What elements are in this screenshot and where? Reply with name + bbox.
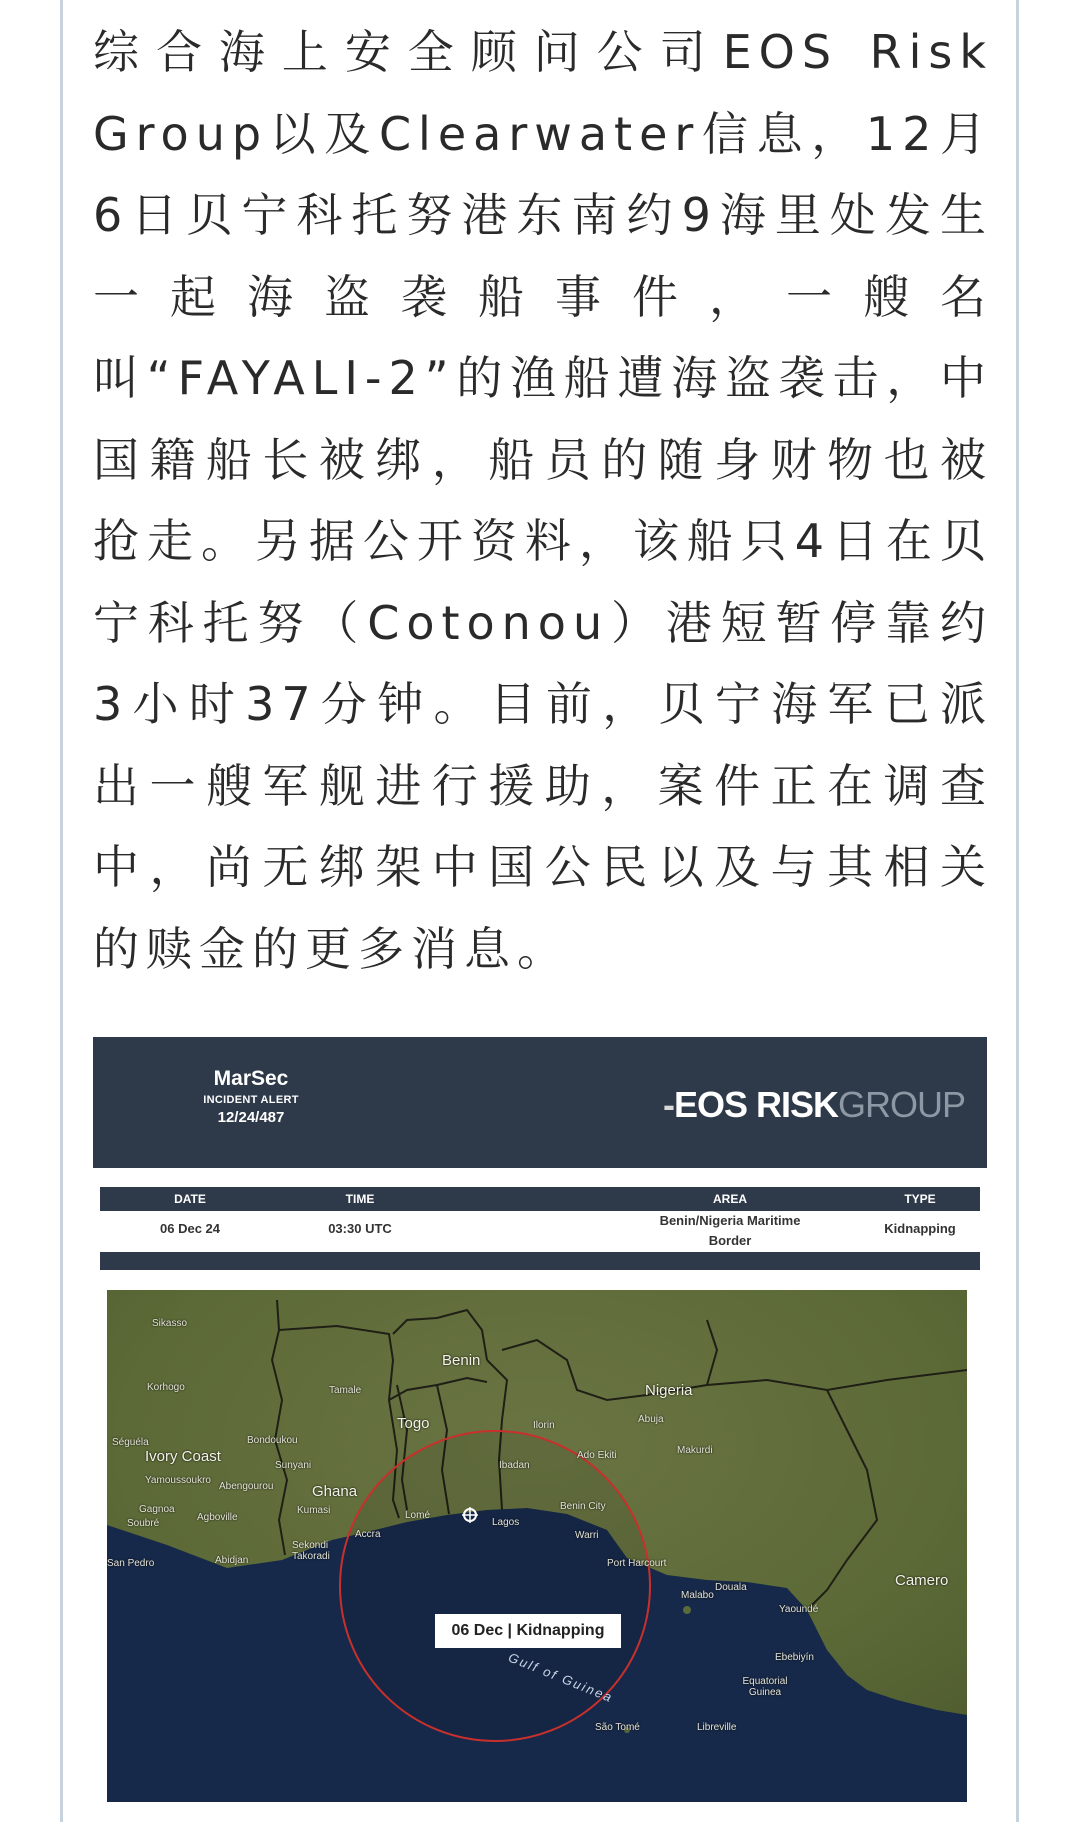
header-date: DATE xyxy=(174,1192,206,1206)
label-gagnoa: Gagnoa xyxy=(139,1504,175,1515)
label-sao-tome: São Tomé xyxy=(595,1722,640,1733)
right-border xyxy=(1016,0,1019,1822)
label-seguela: Séguéla xyxy=(112,1437,149,1448)
label-togo: Togo xyxy=(397,1415,430,1432)
label-yamoussoukro: Yamoussoukro xyxy=(145,1475,211,1486)
cell-type: Kidnapping xyxy=(884,1221,956,1236)
article-paragraph: 综合海上安全顾问公司EOS Risk Group以及Clearwater信息，12月6日贝宁科托努港东南约9海里处发生一起海盗袭船事件，一艘名叫“FAYALI-2”的渔船遭海盗袭击，中国籍船长被绑，船员的随身财物也被抢走。另据公开资料，该船只4日在贝宁科托努（Cotonou）港短暂停靠约3小时37分钟。目前，贝宁海军已派出一艘军舰进行援助，案件正在调查中，尚无绑架中国公民以及与其相关的赎金的更多消息。 xyxy=(93,25,993,976)
label-abuja: Abuja xyxy=(638,1414,664,1425)
alert-header xyxy=(93,1037,987,1168)
incident-info-table xyxy=(100,1187,980,1270)
label-ghana: Ghana xyxy=(312,1483,358,1500)
incident-alert-image xyxy=(93,1037,987,1822)
label-accra: Accra xyxy=(355,1529,381,1540)
incident-alert-label: INCIDENT ALERT xyxy=(203,1094,299,1106)
label-agboville: Agboville xyxy=(197,1512,238,1523)
label-ado-ekiti: Ado Ekiti xyxy=(577,1450,617,1461)
table-header-row xyxy=(100,1187,980,1211)
label-port-harcourt: Port Harcourt xyxy=(607,1558,667,1569)
label-ivory-coast: Ivory Coast xyxy=(145,1448,221,1465)
label-takoradi: Takoradi xyxy=(292,1551,330,1562)
label-abidjan: Abidjan xyxy=(215,1555,249,1566)
label-douala: Douala xyxy=(715,1582,747,1593)
header-time: TIME xyxy=(345,1192,375,1206)
label-makurdi: Makurdi xyxy=(677,1445,713,1456)
label-equatorial-guinea: Equatorial Guinea xyxy=(742,1676,788,1698)
label-abengourou: Abengourou xyxy=(219,1481,274,1492)
label-sikasso: Sikasso xyxy=(152,1318,188,1329)
label-san-pedro: San Pedro xyxy=(107,1558,155,1569)
label-soubre: Soubré xyxy=(127,1518,160,1529)
label-korhogo: Korhogo xyxy=(147,1382,185,1393)
label-ebebiyin: Ebebiyín xyxy=(775,1652,814,1663)
marsec-title: MarSec xyxy=(213,1067,289,1090)
cell-area xyxy=(600,1211,860,1251)
table-footer-bar xyxy=(100,1252,980,1270)
label-ilorin: Ilorin xyxy=(533,1420,555,1431)
article-body xyxy=(93,12,993,990)
label-sunyani: Sunyani xyxy=(275,1460,312,1471)
cell-area-line2: Border xyxy=(708,1233,752,1248)
cell-date: 06 Dec 24 xyxy=(160,1221,220,1236)
label-yaounde: Yaoundé xyxy=(779,1604,819,1615)
map-graphic xyxy=(107,1290,967,1802)
label-malabo: Malabo xyxy=(681,1590,714,1601)
marsec-block xyxy=(151,1067,351,1127)
label-lagos: Lagos xyxy=(492,1517,520,1528)
eos-risk-group-logo: -EOS RISKGROUP xyxy=(663,1084,966,1125)
label-bondoukou: Bondoukou xyxy=(247,1435,298,1446)
cell-area-line1: Benin/Nigeria Maritime xyxy=(659,1213,801,1228)
bioko-island xyxy=(683,1606,691,1614)
label-gulf-of-guinea: Gulf of Guinea xyxy=(506,1649,616,1706)
label-tamale: Tamale xyxy=(329,1385,362,1396)
label-benin: Benin xyxy=(442,1352,481,1369)
label-kumasi: Kumasi xyxy=(297,1505,331,1516)
header-area: AREA xyxy=(712,1192,747,1206)
label-sekondi: Sekondi xyxy=(292,1540,329,1551)
label-warri: Warri xyxy=(575,1530,599,1541)
header-type: TYPE xyxy=(904,1192,936,1206)
left-border xyxy=(60,0,63,1822)
cell-time: 03:30 UTC xyxy=(328,1221,392,1236)
label-libreville: Libreville xyxy=(697,1722,737,1733)
label-cameroon: Camero xyxy=(895,1572,949,1589)
label-lome: Lomé xyxy=(405,1510,431,1521)
label-ibadan: Ibadan xyxy=(499,1460,530,1471)
incident-label: 06 Dec | Kidnapping xyxy=(435,1614,621,1648)
alert-id: 12/24/487 xyxy=(217,1109,285,1126)
label-nigeria: Nigeria xyxy=(645,1382,693,1399)
incident-map xyxy=(107,1290,967,1802)
label-benin-city: Benin City xyxy=(560,1501,606,1512)
